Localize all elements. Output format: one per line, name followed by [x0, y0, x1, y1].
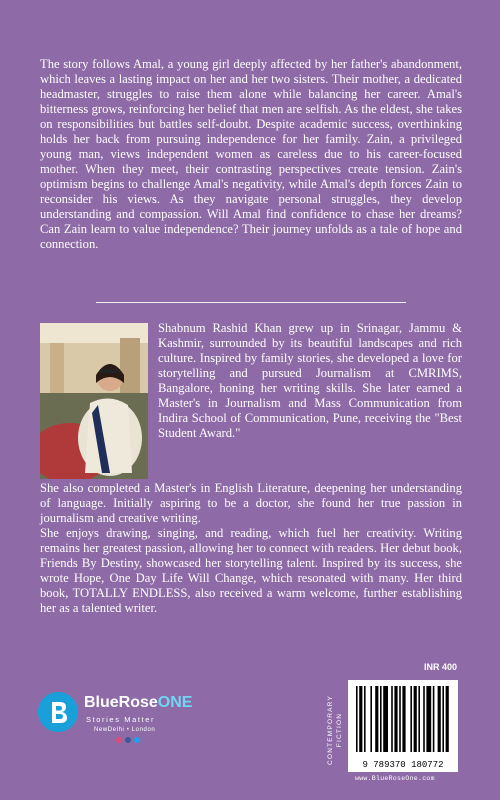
back-cover-blurb: The story follows Amal, a young girl deeply affected by her father's abandonment, which leaves a lasting impact on her and her two sisters. Their mother, a dedicated headmaster, struggles to raise them alone while balancing her career. Amal's bitterness grows, reinforcing her belief that men are selfish. As the eldest, she takes on responsibilities but battles self-doubt. Despite academic success, overthinking holds her back from pursuing independence for her family. Zain, a privileged young man, views independent women as careless due to his career-focused mother. When they meet, their contrasting perspectives create tension. Zain's optimism begins to challenge Amal's negativity, while Amal's depth forces Zain to reconsider his views. As they navigate personal struggles, they develop understanding and compassion. Will Amal find confidence to chase her dreams? Can Zain learn to value independence? Their journey unfolds as a tale of hope and connection.	[40, 57, 462, 251]
publisher-logo-icon	[38, 692, 78, 732]
publisher-locations: NewDelhi • London	[94, 727, 156, 733]
price-label: INR 400	[424, 662, 458, 672]
facebook-icon	[125, 737, 131, 743]
social-icons	[116, 737, 140, 743]
publisher-name-part: BlueRose	[84, 694, 158, 711]
genre-line: FICTION	[336, 712, 343, 748]
genre-line: CONTEMPORARY	[327, 695, 334, 765]
author-photo	[40, 323, 148, 479]
genre-label	[320, 685, 350, 775]
twitter-icon	[134, 737, 140, 743]
publisher-logo	[38, 690, 238, 750]
publisher-website: www.BlueRoseOne.com	[355, 775, 435, 782]
publisher-name	[84, 694, 192, 712]
instagram-icon	[116, 737, 122, 743]
publisher-name-part: ONE	[157, 694, 193, 711]
section-divider	[96, 302, 406, 303]
author-bio-continued	[40, 481, 462, 616]
isbn-number: 9 789370 180772	[362, 760, 444, 770]
author-bio-paragraph: She also completed a Master's in English Literature, deepening her understanding of language. Initially aspiring to be a doctor, she found her true passion in journalism and creative writing.	[40, 481, 462, 525]
author-bio-paragraph: She enjoys drawing, singing, and reading, which fuel her creativity. Writing remains her greatest passion, allowing her to connect with readers. Her debut book, Friends By Destiny, showcased her storytelling talent. Inspired by its success, she wrote Hope, One Day Life Will Change, which resonated with many. Her third book, TOTALLY ENDLESS, also received a warm welcome, further establishing her as a talented writer.	[40, 526, 462, 615]
isbn-barcode	[348, 680, 458, 772]
author-bio-side: Shabnum Rashid Khan grew up in Srinagar, Jammu & Kashmir, surrounded by its beautiful landscapes and rich culture. Inspired by family stories, she developed a love for storytelling and pursued Journalism at CMRIMS, Bangalore, honing her writing skills. She later earned a Master's in Journalism and Mass Communication from Indira School of Communication, Pune, receiving the "Best Student Award."	[158, 321, 462, 440]
publisher-tagline: Stories Matter	[86, 715, 156, 724]
barcode-bars	[348, 680, 458, 758]
